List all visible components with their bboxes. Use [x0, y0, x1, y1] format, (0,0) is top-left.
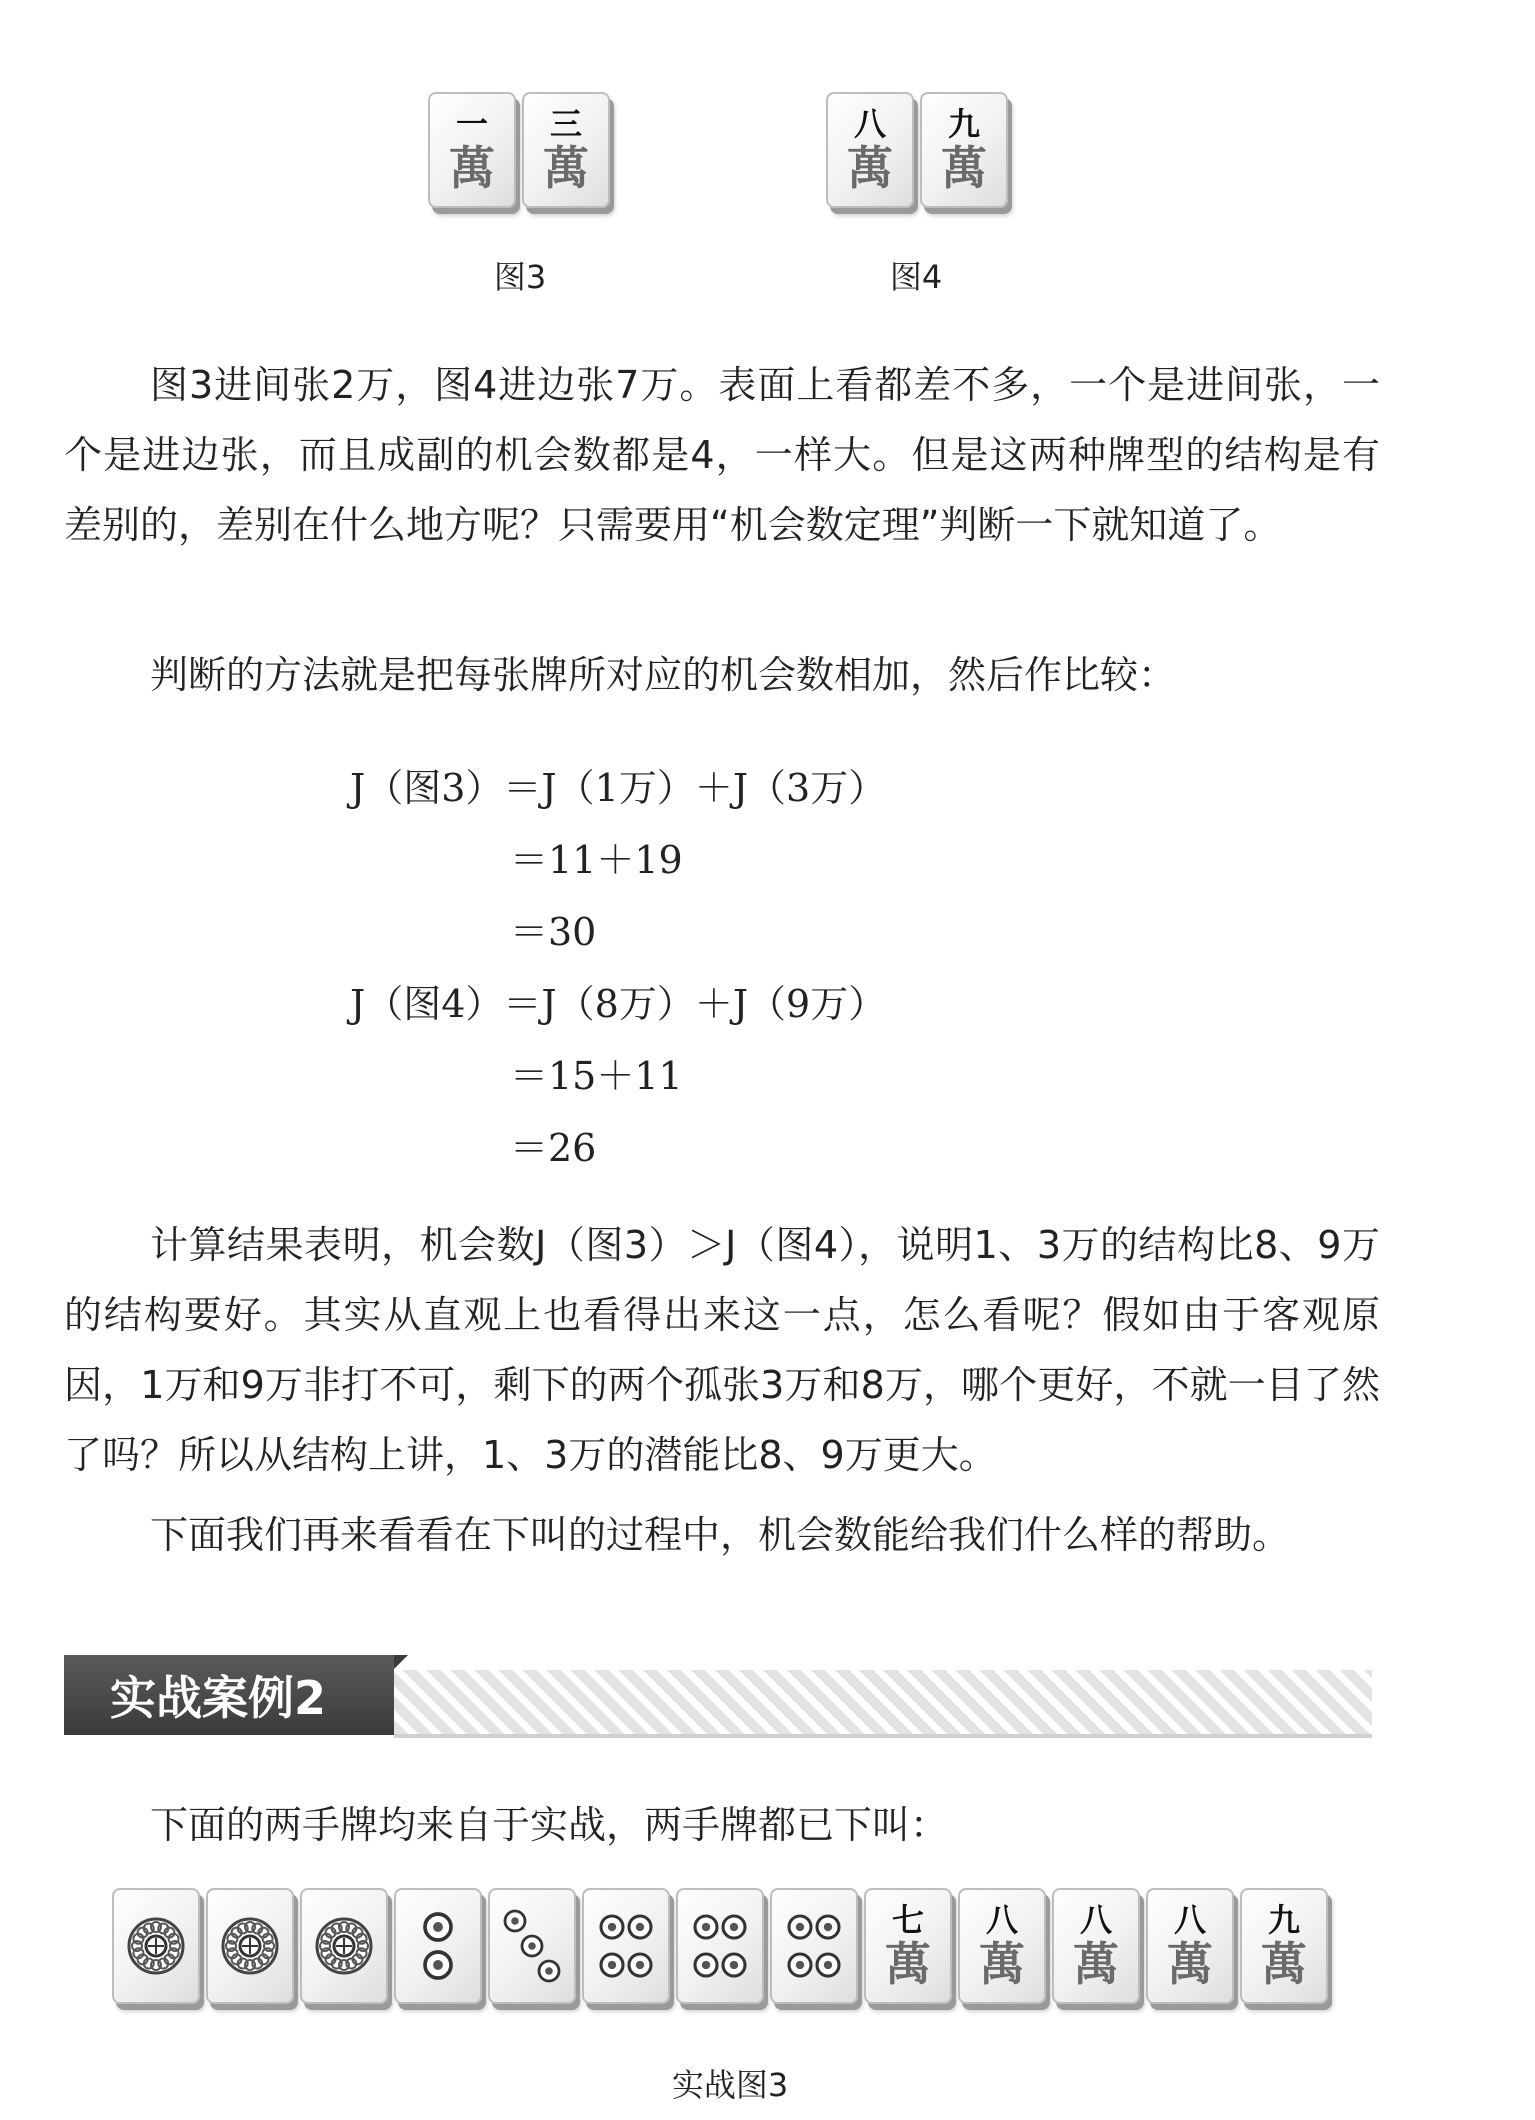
hand-tile-circle	[676, 1888, 764, 2004]
equation-line-6: ＝26	[510, 1126, 597, 1170]
paragraph-transition: 下面我们再来看看在下叫的过程中，机会数能给我们什么样的帮助。	[150, 1513, 1291, 1557]
banner-stripes	[394, 1670, 1372, 1738]
four-circles-icon	[685, 1901, 755, 1991]
three-circles-icon	[497, 1901, 567, 1991]
equation-line-2: ＝11＋19	[510, 838, 683, 882]
tile-1-wan: 一 萬	[428, 92, 516, 208]
tile-numeral: 八	[985, 1901, 1018, 1939]
banner-notch	[394, 1655, 408, 1669]
hand-tile-circle	[300, 1888, 388, 2004]
one-circle-icon	[309, 1901, 379, 1991]
tile-suit: 萬	[1167, 1937, 1213, 1991]
tile-8-wan: 八 萬	[826, 92, 914, 208]
equation-line-5: ＝15＋11	[510, 1054, 683, 1098]
hand-tile-wan	[958, 1888, 1046, 2004]
two-circles-icon	[403, 1901, 473, 1991]
tile-numeral: 七	[891, 1901, 924, 1939]
hand-tile-wan	[1240, 1888, 1328, 2004]
figure-caption-3: 图3	[493, 258, 547, 296]
equation-line-1: J（图3）＝J（1万）＋J（3万）	[350, 766, 887, 810]
one-circle-icon	[121, 1901, 191, 1991]
hand-tile-circle	[582, 1888, 670, 2004]
paragraph-hand-intro: 下面的两手牌均来自于实战，两手牌都已下叫：	[150, 1803, 949, 1847]
one-circle-icon	[215, 1901, 285, 1991]
hand-tile-circle	[770, 1888, 858, 2004]
tile-9-wan: 九 萬	[920, 92, 1008, 208]
tile-numeral: 八	[1079, 1901, 1112, 1939]
hand-tile-wan	[1052, 1888, 1140, 2004]
section-banner-title: 实战案例2	[110, 1671, 327, 1725]
equation-line-4: J（图4）＝J（8万）＋J（9万）	[350, 982, 887, 1026]
tile-suit: 萬	[1261, 1937, 1307, 1991]
tile-suit: 萬	[885, 1937, 931, 1991]
four-circles-icon	[779, 1901, 849, 1991]
hand-tile-circle	[112, 1888, 200, 2004]
figure-caption-4: 图4	[889, 258, 943, 296]
hand-tile-circle	[394, 1888, 482, 2004]
tile-numeral: 九	[1267, 1901, 1300, 1939]
hand-tile-circle	[488, 1888, 576, 2004]
paragraph-method: 判断的方法就是把每张牌所对应的机会数相加，然后作比较：	[150, 653, 1177, 697]
hand-tile-circle	[206, 1888, 294, 2004]
hand-tile-wan	[864, 1888, 952, 2004]
hand-caption: 实战图3	[671, 2066, 789, 2104]
tile-numeral: 八	[1173, 1901, 1206, 1939]
tile-suit: 萬	[1073, 1937, 1119, 1991]
paragraph-intro: 图3进间张2万，图4进边张7万。表面上看都差不多，一个是进间张，一个是进边张，而且成副的机会数都是4，一样大。但是这两种牌型的结构是有差别的，差别在什么地方呢？只需要用“机会数定理”判断一下就知道了。	[64, 363, 1380, 547]
four-circles-icon	[591, 1901, 661, 1991]
equation-line-3: ＝30	[510, 910, 597, 954]
tile-suit: 萬	[979, 1937, 1025, 1991]
paragraph-result: 计算结果表明，机会数J（图3）＞J（图4），说明1、3万的结构比8、9万的结构要好。其实从直观上也看得出来这一点，怎么看呢？假如由于客观原因，1万和9万非打不可，剩下的两个孤张3万和8万，哪个更好，不就一目了然了吗？所以从结构上讲，1、3万的潜能比8、9万更大。	[64, 1223, 1380, 1477]
tile-3-wan: 三 萬	[522, 92, 610, 208]
section-banner	[64, 1655, 394, 1735]
hand-tile-wan	[1146, 1888, 1234, 2004]
